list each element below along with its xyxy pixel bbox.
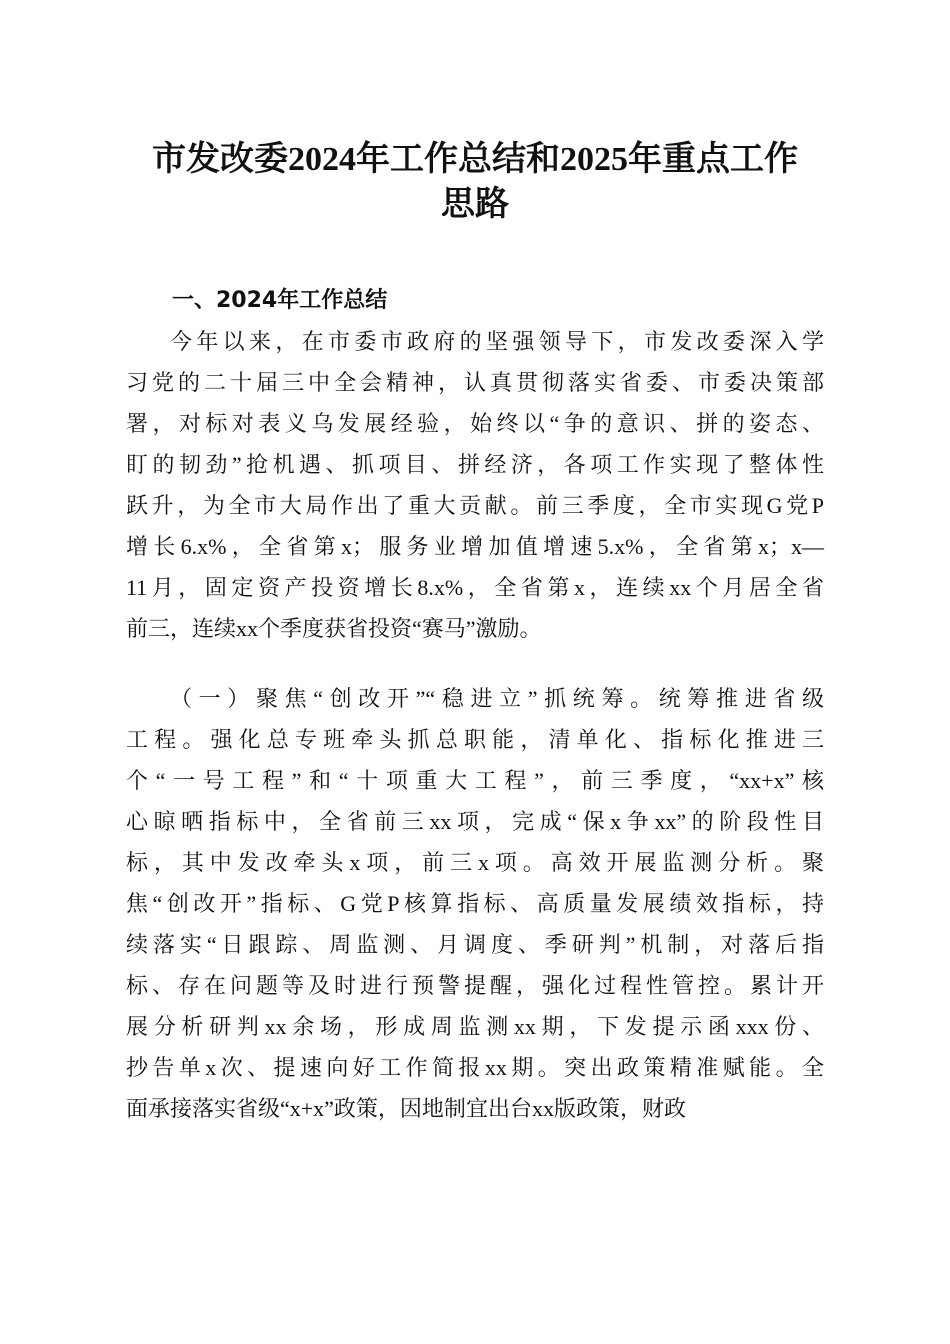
text-line: （一）聚焦“创改开”“稳进立”抓统筹。统筹推进省级 [170, 686, 824, 711]
text-line: 今年以来，在市委市政府的坚强领导下，市发改委深入学 [170, 329, 824, 354]
text-line: 个“一号工程”和“十项重大工程”，前三季度，“xx+x”核 [126, 768, 824, 793]
text-line: 续落实“日跟踪、周监测、月调度、季研判”机制，对落后指 [126, 932, 824, 957]
text-line: 盯的韧劲”抢机遇、抓项目、拼经济，各项工作实现了整体性 [126, 452, 824, 477]
text-line: 焦“创改开”指标、G党P核算指标、高质量发展绩效指标，持 [126, 891, 824, 916]
text-line: 抄告单x次、提速向好工作简报xx期。突出政策精准赋能。全 [126, 1055, 824, 1080]
text-line: 标、存在问题等及时进行预警提醒，强化过程性管控。累计开 [126, 973, 824, 998]
text-line: 前三，连续xx个季度获省投资“赛马”激励。 [126, 616, 542, 641]
text-line: 展分析研判xx余场，形成周监测xx期，下发提示函xxx份、 [126, 1014, 824, 1039]
text-line: 面承接落实省级“x+x”政策，因地制宜出台xx版政策，财政 [126, 1096, 686, 1121]
title-line-2: 思路 [441, 186, 509, 223]
text-line: 标，其中发改牵头x项，前三x项。高效开展监测分析。聚 [126, 850, 824, 875]
paragraph-coordination [126, 678, 824, 1129]
text-line: 心晾晒指标中，全省前三xx项，完成“保x争xx”的阶段性目 [126, 809, 824, 834]
document-title [0, 137, 950, 227]
text-line: 跃升，为全市大局作出了重大贡献。前三季度，全市实现G党P [126, 493, 824, 518]
text-line: 习党的二十届三中全会精神，认真贯彻落实省委、市委决策部 [126, 370, 824, 395]
text-line: 署，对标对表义乌发展经验，始终以“争的意识、拼的姿态、 [126, 411, 824, 436]
title-line-1: 市发改委2024年工作总结和2025年重点工作 [152, 141, 798, 178]
section-heading: 一、2024年工作总结 [172, 288, 388, 313]
text-line: 增长6.x%，全省第x；服务业增加值增速5.x%，全省第x；x— [126, 534, 824, 559]
text-line: 工程。强化总专班牵头抓总职能，清单化、指标化推进三 [126, 727, 824, 752]
paragraph-summary [126, 321, 824, 649]
text-line: 11月，固定资产投资增长8.x%，全省第x，连续xx个月居全省 [126, 575, 824, 600]
